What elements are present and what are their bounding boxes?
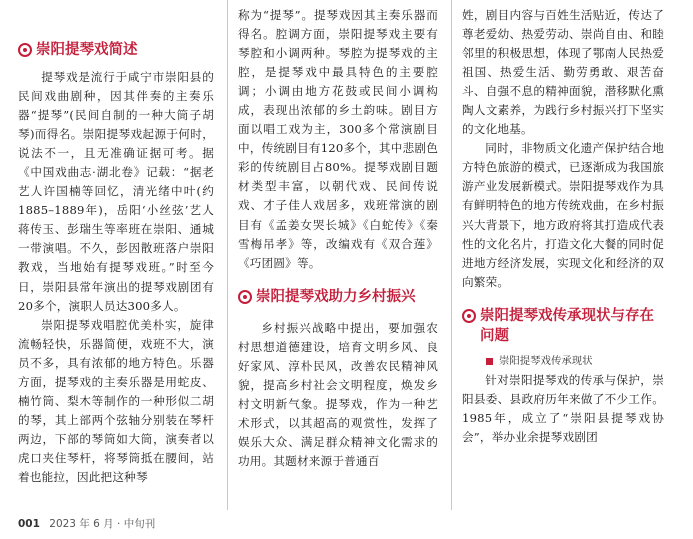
page-number: 001 [18,518,40,530]
section-title-text: 崇阳提琴戏传承现状与存在问题 [480,307,654,344]
square-bullet-icon [486,358,493,365]
column-1 [18,6,214,487]
issue-label: 2023 年 6 月 · 中旬刊 [49,518,156,530]
section-title-rural-revitalization [238,287,438,307]
section-title-text: 崇阳提琴戏助力乡村振兴 [256,288,416,305]
paragraph: 同时，非物质文化遗产保护结合地方特色旅游的模式，已逐渐成为我国旅游产业发展新模式。崇阳提琴戏作为具有鲜明特色的地方传统戏曲，在乡村振兴大背景下，地方政府将其打造成代表性的文化名片，打造文化大餐的同时促进地方经济发展，实现文化和经济的双向繁荣。 [462,141,664,289]
section-title-inheritance [462,306,664,346]
column-divider-right [451,0,452,510]
column-2 [238,6,438,471]
paragraph: 姓，剧目内容与百姓生活贴近，传达了尊老爱幼、热爱劳动、崇尚自由、和睦邻里的积极思想，体现了鄂南人民热爱祖国、热爱生活、勤劳勇敢、艰苦奋斗、自强不息的精神面貌，潜移默化熏陶人文素养，为践行乡村振兴打下坚实的文化地基。 [462,8,664,137]
section-bullet-icon [18,43,32,57]
column-divider-left [227,0,228,510]
section-title-text: 崇阳提琴戏简述 [36,42,138,58]
section-bullet-icon [462,309,476,323]
paragraph: 针对崇阳提琴戏的传承与保护，崇阳县委、县政府历年来做了不少工作。1985年，成立了“崇阳县提琴戏协会”，举办业余提琴戏剧团 [462,372,664,444]
section-bullet-icon [238,290,252,304]
section-title-overview [18,40,214,60]
column-3 [462,6,664,447]
paragraph: 崇阳提琴戏唱腔优美朴实，旋律流畅轻快，乐器简便，戏班不大，演员不多，具有浓郁的地方特色。乐器方面，提琴戏的主奏乐器是用蛇皮、楠竹筒、梨木等制作的一种形似二胡的琴，其上部两个弦轴分别装在琴杆两边，下部的琴筒如大筒，演奏者以虎口夹住琴杆，将琴筒抵在腰间，站着也能拉，因此把这种琴 [18,317,214,484]
subsection-heading [462,352,664,371]
paragraph: 提琴戏是流行于咸宁市崇阳县的民间戏曲剧种，因其伴奏的主奏乐器“提琴”(民间自制的一种大筒子胡琴)而得名。崇阳提琴戏起源于何时，说法不一，且无准确证据可考。据《中国戏曲志·湖北卷》记载：“据老艺人许国楠等回忆，清光绪中叶(约1885–1889年)，岳阳‘小丝弦’艺人蒋传玉、彭瑞生等率班在崇阳、通城一带演唱。不久，彭因散班落户崇阳教戏，当地始有提琴戏班。”时至今日，崇阳县常年演出的提琴戏剧团有20多个，演职人员达300多人。 [18,70,214,313]
subsection-heading-text: 崇阳提琴戏传承现状 [499,354,593,367]
page-footer [18,516,155,531]
paragraph: 称为“提琴”。提琴戏因其主奏乐器而得名。腔调方面，崇阳提琴戏主要有琴腔和小调两种。琴腔为提琴戏的主腔，是提琴戏中最具特色的主要腔调；小调由地方花鼓或民间小调构成，表现出浓郁的乡土韵味。剧目方面以唱工戏为主，300多个常演剧目中，传统剧目有120多个，其中悲剧色彩的传统剧目占80%。提琴戏剧目题材类型丰富，以朝代戏、民间传说戏、才子佳人戏居多，戏班常演的剧目有《孟姜女哭长城》《白蛇传》《秦雪梅吊孝》等，改编戏有《双合莲》《巧团圆》等。 [238,8,438,270]
paragraph: 乡村振兴战略中提出，要加强农村思想道德建设，培育文明乡风、良好家风、淳朴民风，改善农民精神风貌，提高乡村社会文明程度，焕发乡村文明新气象。提琴戏，作为一种艺术形式，以其超高的观赏性，发挥了娱乐大众、满足群众精神文化需求的功用。其题材来源于普通百 [238,320,438,468]
